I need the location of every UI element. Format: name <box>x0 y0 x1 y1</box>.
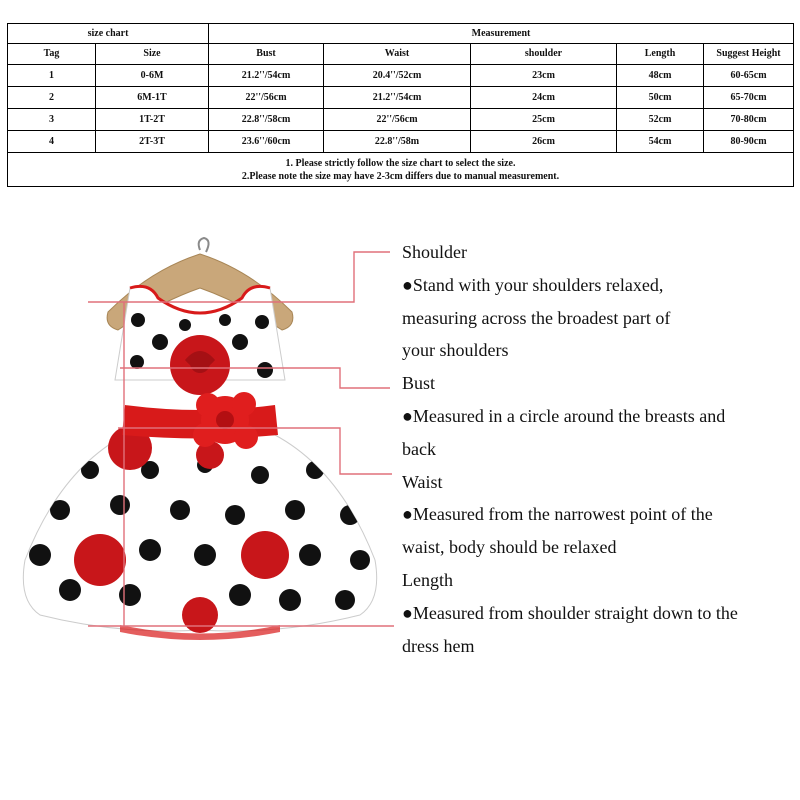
cell-bust: 21.2''/54cm <box>209 65 324 87</box>
cell-waist: 22''/56cm <box>324 109 471 131</box>
dress-skirt <box>23 426 376 633</box>
col-waist: Waist <box>324 44 471 65</box>
waist-desc-line: ●Measured from the narrowest point of the <box>402 504 713 525</box>
cell-size: 1T-2T <box>96 109 209 131</box>
shoulder-desc-line: measuring across the broadest part of <box>402 307 671 328</box>
cell-tag: 4 <box>8 131 96 153</box>
cell-length: 48cm <box>617 65 704 87</box>
length-desc-line: ●Measured from shoulder straight down to the <box>402 602 738 623</box>
table-row <box>8 65 794 87</box>
note-2: 2.Please note the size may have 2-3cm differs due to manual measurement. <box>241 170 560 182</box>
col-size: Size <box>96 44 209 65</box>
cell-waist: 20.4''/52cm <box>324 65 471 87</box>
flower-icon <box>193 392 258 449</box>
cell-bust: 22.8''/58cm <box>209 109 324 131</box>
cell-height: 80-90cm <box>704 131 794 153</box>
cell-tag: 2 <box>8 87 96 109</box>
cell-waist: 21.2''/54cm <box>324 87 471 109</box>
table-header-top <box>8 24 794 44</box>
col-tag: Tag <box>8 44 96 65</box>
shoulder-desc-line: your shoulders <box>402 340 509 361</box>
cell-height: 60-65cm <box>704 65 794 87</box>
cell-height: 65-70cm <box>704 87 794 109</box>
size-chart-table <box>7 23 794 187</box>
cell-waist: 22.8''/58m <box>324 131 471 153</box>
waist-title: Waist <box>402 471 443 492</box>
length-title: Length <box>402 569 453 590</box>
measurement-header: Measurement <box>209 24 794 44</box>
cell-shoulder: 25cm <box>471 109 617 131</box>
measurement-guide <box>402 240 798 666</box>
cell-tag: 1 <box>8 65 96 87</box>
cell-size: 0-6M <box>96 65 209 87</box>
col-bust: Bust <box>209 44 324 65</box>
size-chart-header: size chart <box>8 24 209 44</box>
col-suggest-height: Suggest Height <box>704 44 794 65</box>
cell-length: 54cm <box>617 131 704 153</box>
cell-shoulder: 24cm <box>471 87 617 109</box>
bust-desc-line: back <box>402 438 436 459</box>
bust-title: Bust <box>402 373 436 394</box>
notes-row <box>8 153 794 187</box>
rose-print <box>170 335 230 395</box>
cell-length: 52cm <box>617 109 704 131</box>
cell-bust: 22''/56cm <box>209 87 324 109</box>
size-notes <box>8 153 794 187</box>
dress-measurement-figure <box>0 230 400 660</box>
col-length: Length <box>617 44 704 65</box>
cell-shoulder: 26cm <box>471 131 617 153</box>
length-desc-line: dress hem <box>402 635 475 656</box>
cell-bust: 23.6''/60cm <box>209 131 324 153</box>
cell-size: 2T-3T <box>96 131 209 153</box>
bust-desc-line: ●Measured in a circle around the breasts and <box>402 405 726 426</box>
column-header-row <box>8 44 794 65</box>
cell-size: 6M-1T <box>96 87 209 109</box>
waist-desc-line: waist, body should be relaxed <box>402 537 617 558</box>
shoulder-title: Shoulder <box>402 242 467 262</box>
table-row <box>8 87 794 109</box>
cell-tag: 3 <box>8 109 96 131</box>
col-shoulder: shoulder <box>471 44 617 65</box>
table-row <box>8 109 794 131</box>
table-row <box>8 131 794 153</box>
cell-shoulder: 23cm <box>471 65 617 87</box>
note-1: 1. Please strictly follow the size chart to select the size. <box>285 157 516 169</box>
cell-length: 50cm <box>617 87 704 109</box>
shoulder-desc-line: ●Stand with your shoulders relaxed, <box>402 274 664 295</box>
cell-height: 70-80cm <box>704 109 794 131</box>
